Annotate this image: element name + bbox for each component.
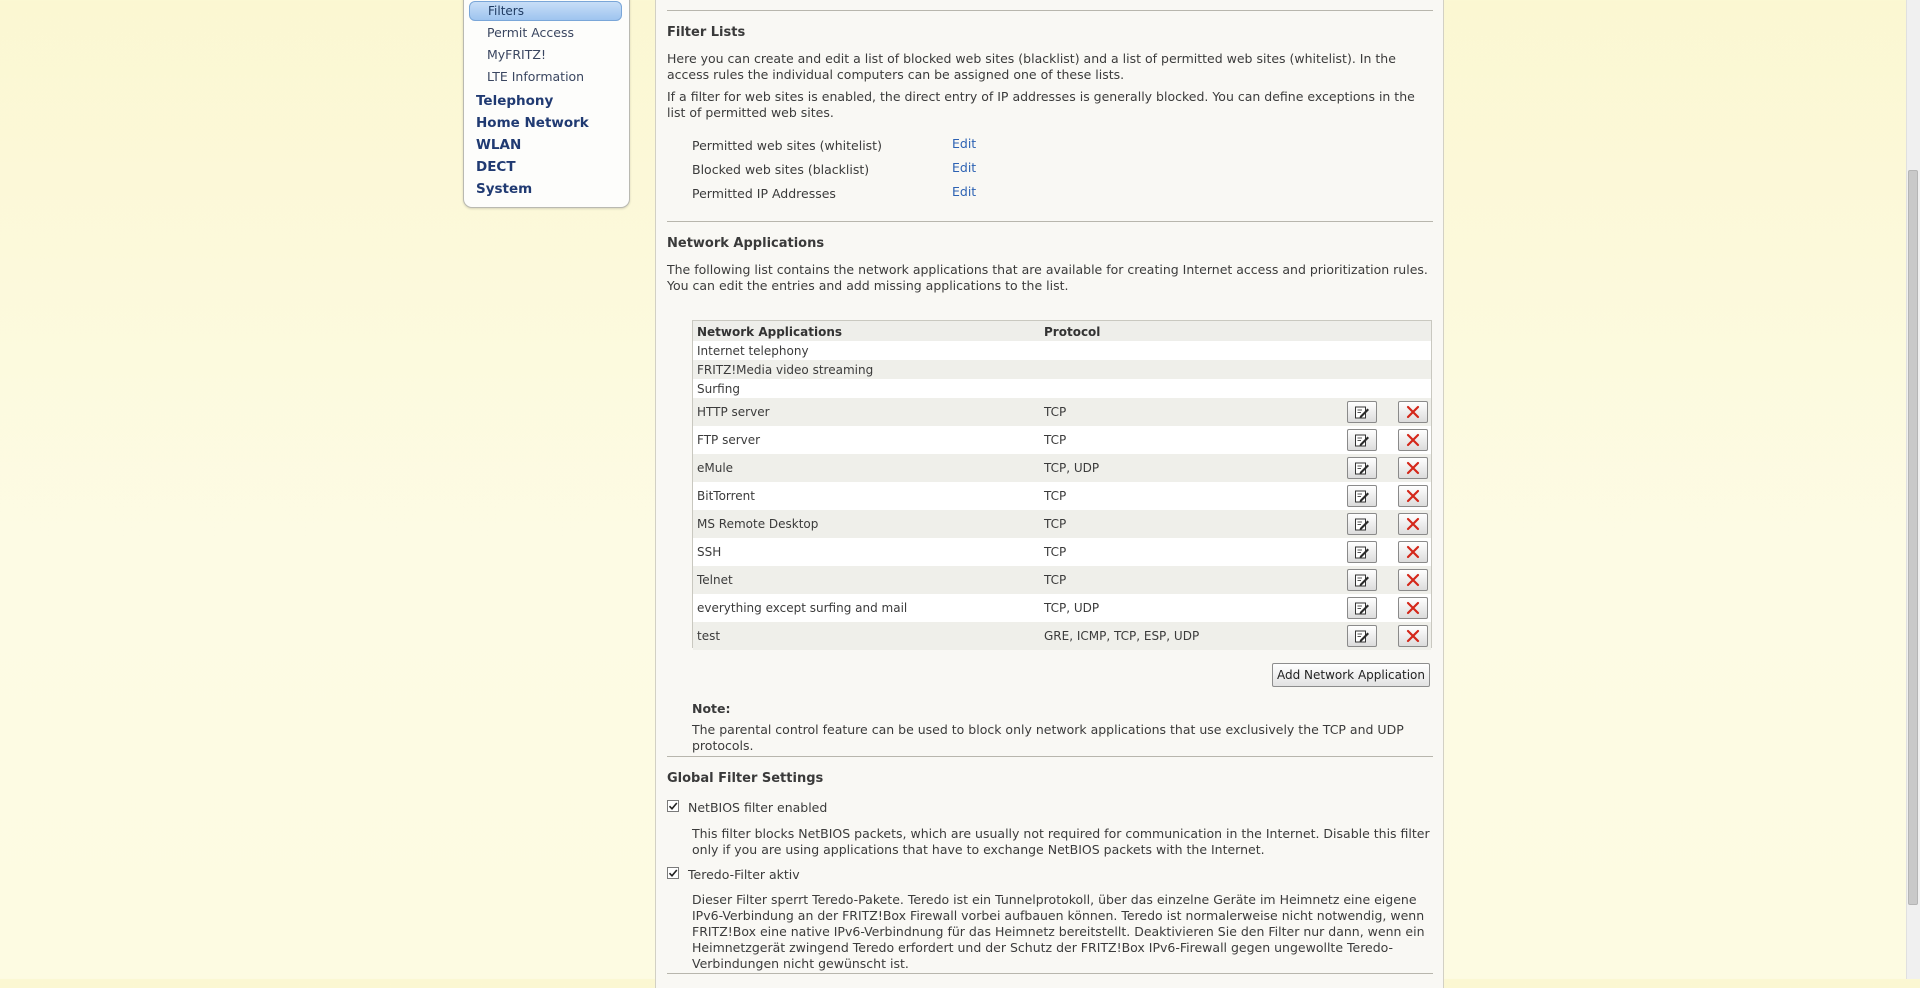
delete-icon	[1406, 573, 1420, 587]
scrollbar-thumb[interactable]	[1908, 170, 1918, 905]
application-name: FRITZ!Media video streaming	[697, 363, 874, 377]
sidebar-item-filters[interactable]	[469, 1, 622, 21]
whitelist-label: Permitted web sites (whitelist)	[692, 138, 882, 153]
delete-icon	[1406, 517, 1420, 531]
application-name: eMule	[697, 461, 734, 475]
table-row	[693, 622, 1431, 650]
delete-application-button[interactable]	[1398, 401, 1428, 423]
table-row	[693, 566, 1431, 594]
application-name: MS Remote Desktop	[697, 517, 819, 531]
edit-icon	[1354, 628, 1370, 644]
edit-icon	[1354, 572, 1370, 588]
sidebar-item-lte-information[interactable]: LTE Information	[487, 69, 585, 84]
table-row	[693, 594, 1431, 622]
application-protocol: TCP, UDP	[1044, 601, 1100, 615]
teredo-filter-description: Dieser Filter sperrt Teredo-Pakete. Teredo ist ein Tunnelprotokoll, über das einzelne Geräte im Heimnetz eine eigene IPv6-Verbindung an der FRITZ!Box Firewall vorbei aufbauen können. Teredo ist normalerweise nicht notwendig, wenn FRITZ!Box eine native IPv6-Verbindnung für das Heimnetz bereitstellt. Deaktivieren Sie den Filter nur dann, wenn ein Heimnetzgerät zwingend Teredo erfordert und der Schutz der FRITZ!Box IPv6-Firewall gegen ungewollte Teredo-Verbindungen nicht gewünscht ist.	[692, 892, 1425, 971]
edit-permitted-ip-link[interactable]: Edit	[952, 184, 977, 199]
table-row	[693, 538, 1431, 566]
checkmark-icon	[668, 801, 678, 811]
content-panel	[655, 0, 1444, 988]
section-title-network-applications: Network Applications	[667, 236, 825, 251]
add-network-application-button[interactable]: Add Network Application	[1272, 663, 1430, 687]
edit-application-button[interactable]	[1347, 429, 1377, 451]
application-name: Internet telephony	[697, 344, 809, 358]
sidebar-item-telephony[interactable]: Telephony	[476, 93, 554, 109]
application-name: HTTP server	[697, 405, 770, 419]
application-protocol: TCP	[1044, 545, 1067, 559]
edit-application-button[interactable]	[1347, 541, 1377, 563]
edit-icon	[1354, 544, 1370, 560]
table-row	[693, 426, 1431, 454]
delete-application-button[interactable]	[1398, 541, 1428, 563]
delete-application-button[interactable]	[1398, 485, 1428, 507]
network-applications-description: The following list contains the network applications that are available for creating Internet access and prioritization rules. You can edit the entries and add missing applications to the list.	[667, 262, 1428, 293]
delete-application-button[interactable]	[1398, 625, 1428, 647]
sidebar-item-myfritz[interactable]: MyFRITZ!	[487, 47, 546, 62]
teredo-filter-label[interactable]: Teredo-Filter aktiv	[688, 867, 800, 882]
application-name: everything except surfing and mail	[697, 601, 908, 615]
edit-application-button[interactable]	[1347, 485, 1377, 507]
delete-icon	[1406, 489, 1420, 503]
filter-lists-ip-note: If a filter for web sites is enabled, the direct entry of IP addresses is generally blocked. You can define exceptions in the list of permitted web sites.	[667, 89, 1415, 120]
application-protocol: TCP, UDP	[1044, 461, 1100, 475]
divider	[667, 10, 1433, 11]
checkmark-icon	[668, 868, 678, 878]
application-protocol: TCP	[1044, 405, 1067, 419]
filter-lists-description: Here you can create and edit a list of blocked web sites (blacklist) and a list of permitted web sites (whitelist). In the access rules the individual computers can be assigned one of these lists.	[667, 51, 1396, 82]
application-name: SSH	[697, 545, 722, 559]
sidebar-item-label: Filters	[488, 4, 524, 18]
table-row	[693, 379, 1431, 398]
column-header-application: Network Applications	[697, 325, 843, 339]
delete-icon	[1406, 433, 1420, 447]
sidebar-item-dect[interactable]: DECT	[476, 159, 516, 175]
delete-application-button[interactable]	[1398, 569, 1428, 591]
divider	[667, 756, 1433, 757]
table-row	[693, 398, 1431, 426]
teredo-filter-checkbox[interactable]	[667, 867, 679, 879]
edit-whitelist-link[interactable]: Edit	[952, 136, 977, 151]
table-row	[693, 454, 1431, 482]
table-row	[693, 482, 1431, 510]
delete-icon	[1406, 601, 1420, 615]
delete-application-button[interactable]	[1398, 429, 1428, 451]
edit-application-button[interactable]	[1347, 569, 1377, 591]
edit-icon	[1354, 600, 1370, 616]
application-protocol: TCP	[1044, 573, 1067, 587]
delete-application-button[interactable]	[1398, 457, 1428, 479]
application-protocol: GRE, ICMP, TCP, ESP, UDP	[1044, 629, 1200, 643]
delete-icon	[1406, 629, 1420, 643]
table-row	[693, 510, 1431, 538]
edit-icon	[1354, 516, 1370, 532]
divider	[667, 973, 1433, 974]
application-protocol: TCP	[1044, 517, 1067, 531]
sidebar-item-system[interactable]: System	[476, 181, 533, 197]
edit-icon	[1354, 488, 1370, 504]
section-title-filter-lists: Filter Lists	[667, 25, 746, 40]
application-name: Telnet	[697, 573, 733, 587]
sidebar-nav	[463, 0, 630, 208]
application-name: test	[697, 629, 721, 643]
edit-application-button[interactable]	[1347, 457, 1377, 479]
edit-icon	[1354, 404, 1370, 420]
edit-application-button[interactable]	[1347, 597, 1377, 619]
column-header-protocol: Protocol	[1044, 325, 1101, 339]
application-protocol: TCP	[1044, 489, 1067, 503]
delete-application-button[interactable]	[1398, 513, 1428, 535]
sidebar-item-wlan[interactable]: WLAN	[476, 137, 522, 153]
edit-application-button[interactable]	[1347, 625, 1377, 647]
delete-application-button[interactable]	[1398, 597, 1428, 619]
delete-icon	[1406, 545, 1420, 559]
table-row	[693, 341, 1431, 360]
edit-application-button[interactable]	[1347, 401, 1377, 423]
sidebar-item-home-network[interactable]: Home Network	[476, 115, 589, 131]
netbios-filter-label[interactable]: NetBIOS filter enabled	[688, 800, 828, 815]
edit-icon	[1354, 432, 1370, 448]
edit-blacklist-link[interactable]: Edit	[952, 160, 977, 175]
netbios-filter-description: This filter blocks NetBIOS packets, which are usually not required for communication in the Internet. Disable this filter only if you are using applications that have to exchange NetBIOS packets with the Internet.	[692, 826, 1430, 857]
edit-application-button[interactable]	[1347, 513, 1377, 535]
note-label: Note:	[692, 701, 731, 716]
application-name: Surfing	[697, 382, 740, 396]
note-text: The parental control feature can be used to block only network applications that use exclusively the TCP and UDP protocols.	[692, 722, 1404, 753]
table-header	[693, 321, 1431, 341]
sidebar-item-permit-access[interactable]: Permit Access	[487, 25, 575, 40]
permitted-ip-label: Permitted IP Addresses	[692, 186, 836, 201]
netbios-filter-checkbox[interactable]	[667, 800, 679, 812]
section-title-global-filter-settings: Global Filter Settings	[667, 771, 824, 786]
network-applications-table	[692, 320, 1432, 648]
application-name: BitTorrent	[697, 489, 755, 503]
application-name: FTP server	[697, 433, 761, 447]
divider	[667, 221, 1433, 222]
table-row	[693, 360, 1431, 379]
edit-icon	[1354, 460, 1370, 476]
delete-icon	[1406, 461, 1420, 475]
delete-icon	[1406, 405, 1420, 419]
blacklist-label: Blocked web sites (blacklist)	[692, 162, 870, 177]
application-protocol: TCP	[1044, 433, 1067, 447]
